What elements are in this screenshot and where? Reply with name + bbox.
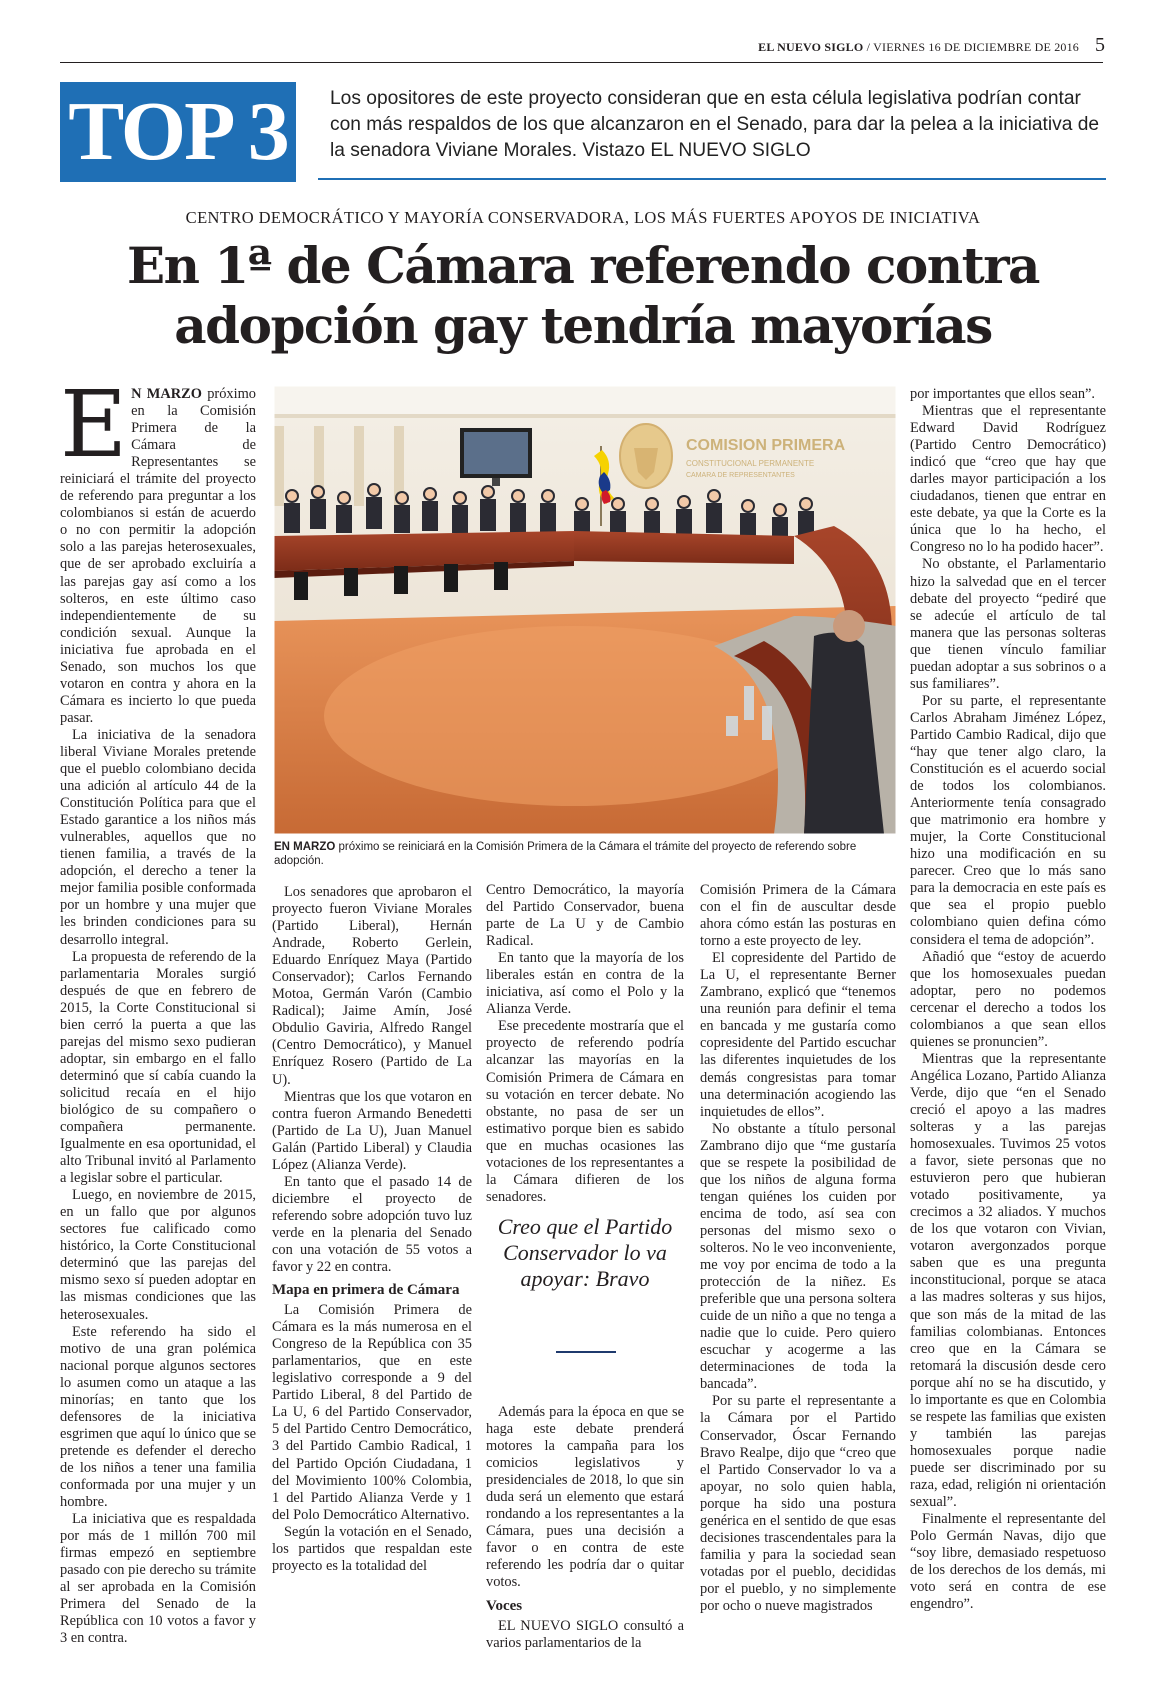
tv-icon (460, 428, 532, 486)
lead-paragraph (60, 371, 256, 727)
paragraph: En tanto que la mayoría de los liberales están en contra de la iniciativa, así como el Polo y la Alianza Verde. (486, 950, 684, 1018)
header-rule (60, 62, 1103, 63)
kicker: CENTRO DEMOCRÁTICO Y MAYORÍA CONSERVADORA, LOS MÁS FUERTES APOYOS DE INICIATIVA (185, 208, 981, 227)
paragraph: Además para la época en que se haga este debate prenderá motores la campaña para los comicios legislativos y presidenciales de 2018, lo que sin duda será un elemento que estará rondando a los representantes a la Cámara, pues una decisión a favor o en contra de este referendo les podría dar o quitar votos. (486, 1404, 684, 1591)
caption-bold: EN MARZO (274, 841, 336, 853)
paragraph: Finalmente el representante del Polo Germán Navas, dijo que “soy libre, demasiado respetuoso de los derechos de los demás, mi voto será en contra de ese engendro”. (910, 1511, 1106, 1613)
paragraph: La iniciativa que es respaldada por más de 1 millón 700 mil firmas empezó en septiembre pasado con pie derecho su trámite al ser aprobada en la Comisión Primera del Senado de la República con 10 votos a favor y 3 en contra. (60, 1511, 256, 1647)
pull-quote-rule (556, 1351, 616, 1353)
photo-caption (274, 840, 896, 868)
wall-sign-title: COMISION PRIMERA (686, 437, 846, 454)
issue-date: / VIERNES 16 DE DICIEMBRE DE 2016 (863, 40, 1079, 54)
paragraph: EL NUEVO SIGLO consultó a varios parlamentarios de la (486, 1617, 684, 1651)
paragraph: Este referendo ha sido el motivo de una gran polémica nacional porque algunos sectores lo asumen como un ataque a las minorías; en tanto que los defensores de la iniciativa esgrimen que aquí lo único que se pretende es defender el derecho de los niños a tener una familia conformada por una mujer y un hombre. (60, 1323, 256, 1511)
top3-label: TOP 3 (60, 82, 296, 182)
column-1 (60, 371, 256, 1647)
paragraph: Mientras que la representante Angélica Lozano, Partido Alianza Verde, dijo que “en el Senado creció el apoyo a las madres solteras y a las parejas homosexuales. Tuvimos 25 votos a favor, siete personas que no estuvieron pero que hubieran votado positivamente, ya crecimos a 32 aliados. Y muchos de los que votaron con Vivian, votaron avergonzados porque saben que es una pregunta inconstitucional, porque se ataca a las madres solteras y sus hijos, que son más de la mitad de las familias colombianas. Entonces creo que en la Cámara se retomará la discusión desde cero porque ahí no se ha discutido, y lo importante es que en Colombia se respete las familias que existen y también las parejas homosexuales porque nadie puede ser discriminado por su raza, edad, religión ni orientación sexual”. (910, 1050, 1106, 1511)
paragraph: Centro Democrático, la mayoría del Partido Conservador, buena parte de La U y de Cambio Radical. (486, 882, 684, 950)
paragraph: En tanto que el pasado 14 de diciembre el proyecto de referendo sobre adopción tuvo luz verde en la plenaria del Senado con una votación de 55 votos a favor y 22 en contra. (272, 1173, 472, 1276)
page-number: 5 (1095, 34, 1105, 56)
lead-bold: N MARZO (131, 386, 202, 402)
paragraph: Ese precedente mostraría que el proyecto de referendo podría alcanzar las mayorías en la Comisión Primera de Cámara en su votación en tercer debate. No obstante, no pasa de ser un estimativo porque bien es sabido que en muchas ocasiones las votaciones de los representantes a la Cámara difieren de los senadores. (486, 1018, 684, 1205)
paragraph: Por su parte el representante a la Cámara por el Partido Conservador, Óscar Fernando Bravo Realpe, dijo que “creo que el Partido Conservador lo va a apoyar, no solo quien habla, porque ha sido una postura genérica en el sentido de que esas decisiones trascendentales para la familia y para la sociedad sean votadas por el pueblo, decididas por el pueblo, y no simplemente por ocho o nueve magistrados (700, 1393, 896, 1614)
wall-sign-subtitle: CONSTITUCIONAL PERMANENTE (686, 459, 815, 468)
folio (758, 40, 1079, 55)
subhead-voces: Voces (486, 1597, 523, 1614)
paragraph: Los senadores que aprobaron el proyecto fueron Viviane Morales (Partido Liberal), Hernán Andrade, Roberto Gerlein, Eduardo Enríquez Maya (Partido Conservador); Carlos Fernando Motoa, Germán Varón (Cambio Radical); Jaime Amín, José Obdulio Gaviria, Alfredo Rangel (Centro Democrático), y Manuel Enríquez Rosero (Partido de La U). (272, 884, 472, 1088)
photo-illustration (274, 386, 896, 834)
headline-line-1: En 1ª de Cámara referendo contra (127, 236, 1039, 295)
column-2 (272, 884, 472, 1575)
subhead-mapa: Mapa en primera de Cámara (272, 1282, 460, 1299)
headline-line-2: adopción gay tendría mayorías (174, 296, 992, 355)
paragraph: próximo en la Comisión Primera de la Cámara de Representantes se reiniciará el trámite del proyecto de referendo para preguntar a los colombianos si están de acuerdo o no con permitir la adopción solo a las parejas heterosexuales, que de ser aprobado excluiría a las parejas gay así como a los solteros, en este último caso independientemente de su condición sexual. Aunque la iniciativa fue aprobada en el Senado, son muchos los que votaron en contra y ahora en la Cámara es incierto lo que pueda pasar. (60, 386, 256, 726)
drop-cap: E (60, 371, 128, 478)
headline (60, 236, 1106, 356)
column-5 (910, 386, 1106, 1613)
paragraph: Según la votación en el Senado, los partidos que respaldan este proyecto es la totalidad del (272, 1523, 472, 1574)
column-4 (700, 882, 896, 1615)
top3-summary: Los opositores de este proyecto consideran que en esta célula legislativa podrían contar con más respaldos de los que alcanzaron en el Senado, para dar la pelea a la iniciativa de la senadora Viviane Morales. Vistazo EL NUEVO SIGLO (330, 88, 1100, 161)
paragraph: por importantes que ellos sean”. (910, 386, 1096, 402)
column-3-continued (486, 1404, 684, 1652)
paragraph: Añadió que “estoy de acuerdo que los homosexuales puedan adoptar, pero no podemos cercenar el derecho a todos los colombianos a que sean ellos quienes se pronuncien”. (910, 948, 1106, 1050)
pull-quote: Creo que el Partido Conservador lo va apoyar: Bravo (497, 1214, 673, 1291)
caption-text: próximo se reiniciará en la Comisión Primera de la Cámara el trámite del proyecto de referendo sobre adopción. (274, 841, 857, 867)
paragraph: No obstante a título personal Zambrano dijo que “me gustaría que se respete la posibilidad de que los niños de alguna forma tengan quiénes los cuiden por encima de todo, así sea con personas del mismo sexo o solteros. No le veo inconveniente, me voy por encima de todo a la protección de la niñez. Es preferible que una persona soltera cuide de un niño a que no tenga a nadie que lo cuide. Pero quiero escuchar y acogerme a las determinaciones de toda la bancada”. (700, 1120, 896, 1393)
paragraph: El copresidente del Partido de La U, el representante Berner Zambrano, explicó que “tenemos una reunión para definir el tema en bancada y me gustaría como copresidente del Partido escuchar las diferentes inquietudes de los demás congresistas para tomar una determinación acogiendo las inquietudes de ellos”. (700, 950, 896, 1120)
paragraph: La iniciativa de la senadora liberal Viviane Morales pretende que el pueblo colombiano decida una adición al artículo 44 de la Constitución Política para que el Estado garantice a los niños más vulnerables, aquellos que no tienen familia, a través de la adopción, el derecho a tener la mejor familia posible conformada por un hombre y una mujer que les brinden condiciones para su desarrollo integral. (60, 726, 256, 948)
paragraph: Luego, en noviembre de 2015, en un fallo que por algunos sectores fue calificado como histórico, la Corte Constitucional determinó que las parejas del mismo sexo sí pueden adoptar en las mismas condiciones que las heterosexuales. (60, 1187, 256, 1323)
wall-sign-chamber: CAMARA DE REPRESENTANTES (686, 472, 795, 479)
paper-name: EL NUEVO SIGLO (758, 40, 864, 54)
photo-comision-primera (274, 386, 896, 834)
paragraph: La propuesta de referendo de la parlamentaria Morales surgió después de que en febrero de 2015, la Corte Constitucional si bien cerró la puerta a que las parejas del mismo sexo pudieran adoptar, sin embargo en el fallo determinó que sí cabía cuando la solicitud recaía en el hijo biológico de su compañero o compañera permanente. Igualmente en esa oportunidad, el alto Tribunal invitó al Parlamento a legislar sobre el particular. (60, 948, 256, 1187)
paragraph: Mientras que los que votaron en contra fueron Armando Benedetti (Partido de La U), Juan Manuel Galán (Partido Liberal) y Claudia López (Alianza Verde). (272, 1088, 472, 1173)
column-3 (486, 882, 684, 1206)
paragraph: La Comisión Primera de Cámara es la más numerosa en el Congreso de la República con 35 parlamentarios, que en este legislativo corresponde a 9 del Partido Liberal, 8 del Partido de La U, 6 del Partido Conservador, 5 del Partido Centro Democrático, 3 del Partido Cambio Radical, 1 del Partido Opción Ciudadana, 1 del Movimiento 100% Colombia, 1 del Partido Alianza Verde y 1 del Polo Democrático Alternativo. (272, 1302, 472, 1523)
paragraph: No obstante, el Parlamentario hizo la salvedad que en el tercer debate del proyecto “pediré que se adecúe el artículo de tal manera que las personas solteras que tienen vínculo familiar puedan adoptar a sus sobrinos o a sus familiares”. (910, 556, 1106, 692)
paragraph: Por su parte, el representante Carlos Abraham Jiménez López, Partido Cambio Radical, dijo que “hay que tener algo claro, la Constitución es el acuerdo social de todos los colombianos. Anteriormente tenía consagrado que matrimonio era hombre y mujer, la Corte Constitucional hizo una modificación en su parecer. Creo que lo más sano para la democracia en este país es que sea el propio pueblo colombiano quien defina cómo considera el tema de adopción”. (910, 692, 1106, 948)
paragraph: Comisión Primera de la Cámara con el fin de auscultar desde ahora cómo están las posturas en torno a este proyecto de ley. (700, 882, 896, 950)
paragraph: Mientras que el representante Edward David Rodríguez (Partido Centro Democrático) indicó que “creo que hay que darles mayor participación a los ciudadanos, tienen que entrar en este debate, ya que la Corte es la única que lo ha hecho, el Congreso no lo ha podido hacer”. (910, 403, 1106, 556)
coat-of-arms-icon (620, 424, 672, 488)
top3-rule (318, 178, 1106, 180)
